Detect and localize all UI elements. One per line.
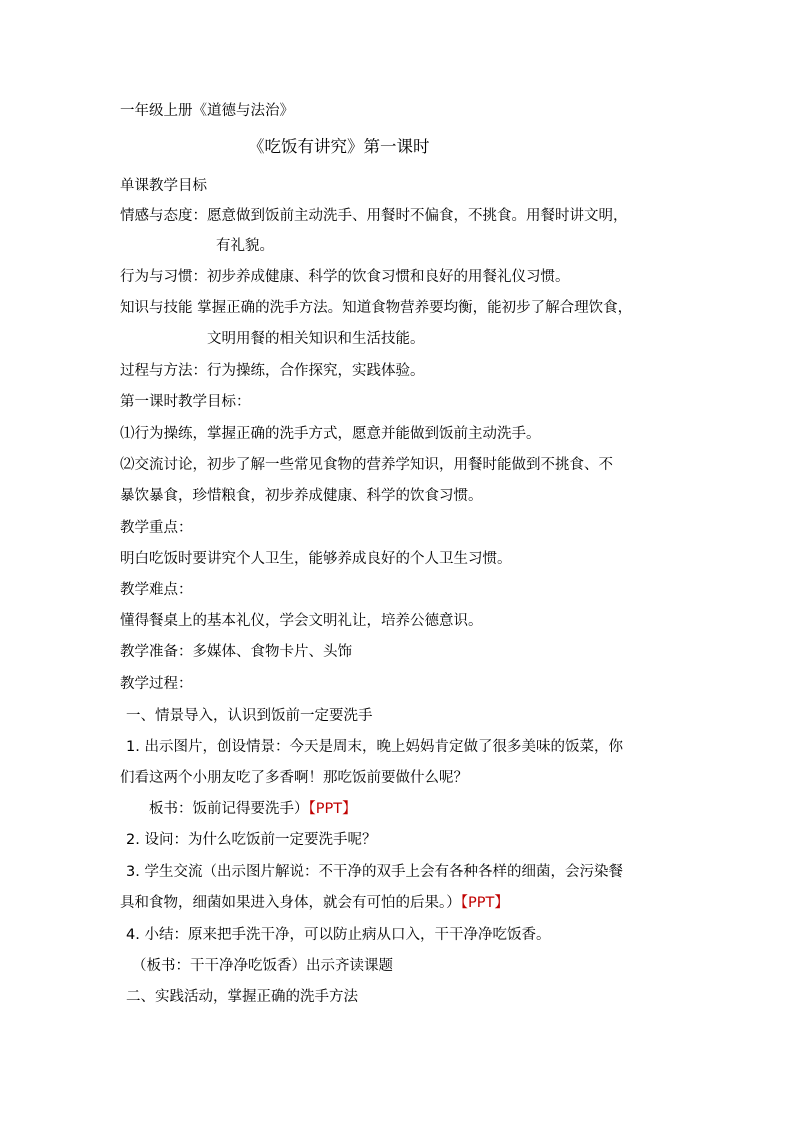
key-points-text: 明白吃饭时要讲究个人卫生，能够养成良好的个人卫生习惯。 (120, 551, 512, 567)
objective-emotion-line1: 情感与态度：愿意做到饭前主动洗手、用餐时不偏食，不挑食。用餐时讲文明， (120, 208, 628, 224)
section1-step1-line2: 们看这两个小朋友吃了多香啊！那吃饭前要做什么呢？ (120, 770, 468, 786)
ppt-tag: 【PPT】 (308, 801, 357, 817)
document-header: 一年级上册《道德与法治》 (120, 103, 294, 119)
key-points-heading: 教学重点： (120, 520, 193, 536)
lesson-objective-item2-line1: ⑵交流讨论，初步了解一些常见食物的营养学知识，用餐时能做到不挑食、不 (120, 457, 613, 473)
objective-process: 过程与方法：行为操练，合作探究，实践体验。 (120, 363, 425, 379)
objective-knowledge-line1: 知识与技能 掌握正确的洗手方法。知道食物营养要均衡，能初步了解合理饮食， (120, 300, 633, 316)
step3-line2-text: 具和食物，细菌如果进入身体，就会有可怕的后果。） (120, 895, 461, 911)
lesson-objective-item1: ⑴行为操练，掌握正确的洗手方式，愿意并能做到饭前主动洗手。 (120, 426, 541, 442)
difficulties-text: 懂得餐桌上的基本礼仪，学会文明礼让，培养公德意识。 (120, 613, 483, 629)
section1-heading: 一、情景导入，认识到饭前一定要洗手 (126, 708, 373, 724)
lesson-objectives-heading: 第一课时教学目标： (120, 394, 251, 410)
section1-step4: 4. 小结：原来把手洗干净，可以防止病从口入，干干净净吃饭香。 (126, 927, 551, 943)
lesson-objective-item2-line2: 暴饮暴食，珍惜粮食，初步养成健康、科学的饮食习惯。 (120, 488, 483, 504)
ppt-tag: 【PPT】 (460, 895, 509, 911)
process-heading: 教学过程： (120, 676, 193, 692)
section1-step3-line2 (120, 893, 509, 913)
objective-emotion-line2: 有礼貌。 (216, 238, 274, 254)
section1-board1 (149, 799, 357, 819)
section1-board2: （板书：干干净净吃饭香）出示齐读课题 (132, 958, 393, 974)
objective-behavior: 行为与习惯：初步养成健康、科学的饮食习惯和良好的用餐礼仪习惯。 (120, 269, 570, 285)
section1-step2: 2. 设问：为什么吃饭前一定要洗手呢？ (126, 832, 377, 848)
objective-knowledge-line2: 文明用餐的相关知识和生活技能。 (207, 331, 425, 347)
document-title: 《吃饭有讲究》第一课时 (248, 137, 430, 156)
section2-heading: 二、实践活动，掌握正确的洗手方法 (126, 989, 358, 1005)
section1-step3-line1: 3. 学生交流（出示图片解说：不干净的双手上会有各种各样的细菌，会污染餐 (126, 864, 623, 880)
section1-step1-line1: 1. 出示图片，创设情景：今天是周末，晚上妈妈肯定做了很多美味的饭菜，你 (126, 739, 623, 755)
difficulties-heading: 教学难点： (120, 582, 193, 598)
objectives-heading: 单课教学目标 (120, 178, 207, 194)
board1-text: 板书：饭前记得要洗手） (149, 801, 309, 817)
preparation-text: 教学准备：多媒体、食物卡片、头饰 (120, 644, 352, 660)
